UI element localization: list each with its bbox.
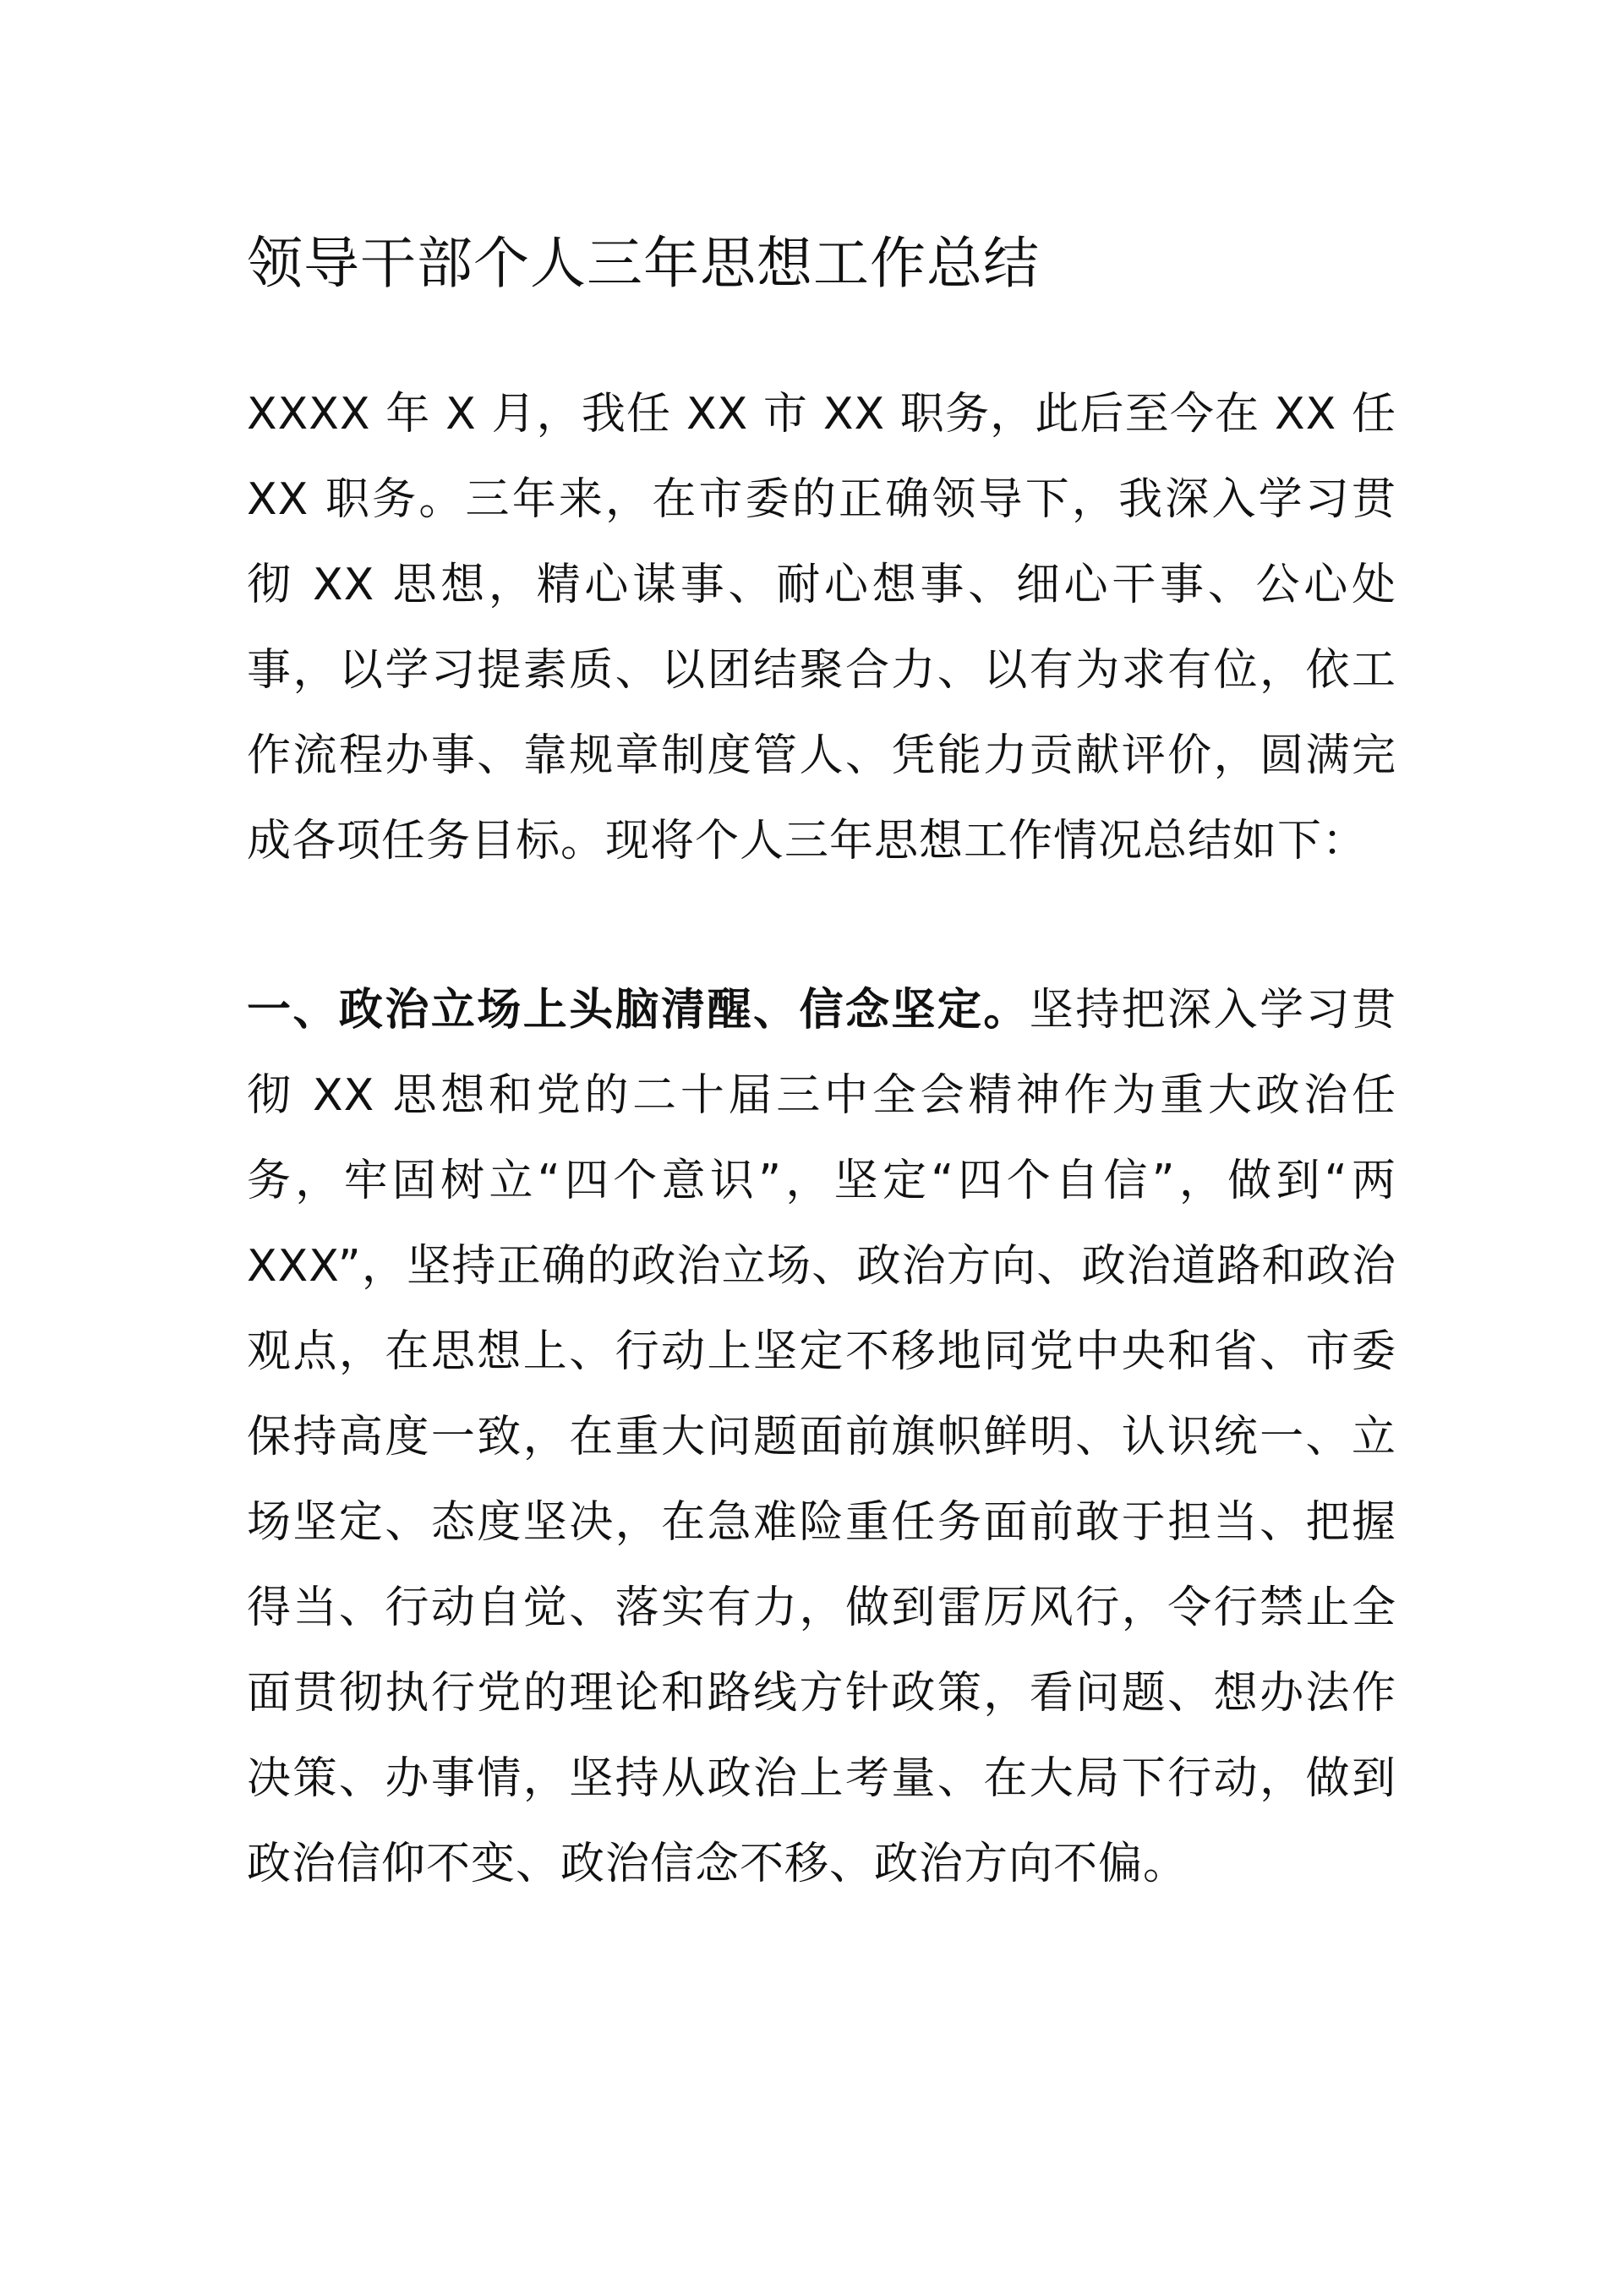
document-body <box>247 221 1396 1907</box>
section-1-paragraph <box>247 968 1396 1907</box>
section-1-heading: 一、政治立场上头脑清醒、信念坚定。 <box>247 985 1030 1036</box>
section-1-body: 坚持把深入学习贯彻 XX 思想和党的二十届三中全会精神作为重大政治任务，牢固树立“四个意识”，坚定“四个自信”，做到“两 XXX”，坚持正确的政治立场、政治方向、政治道路和政治观点，在思想上、行动上坚定不移地同党中央和省、市委保持高度一致，在重大问题面前旗帜鲜明、认识统一、立场坚定、态度坚决，在急难险重任务面前敢于担当、把握得当、行动自觉、落实有力，做到雷厉风行，令行禁止全面贯彻执行党的理论和路线方针政策，看问题、想办法作决策、办事情，坚持从政治上考量、在大局下行动，做到政治信仰不变、政治信念不移、政治方向不偏。 <box>247 985 1396 1889</box>
intro-paragraph: XXXX 年 X 月，我任 XX 市 XX 职务，此后至今在 XX 任 XX 职务。三年来，在市委的正确领导下，我深入学习贯彻 XX 思想，精心谋事、耐心想事、细心干事、公心处事，以学习提素质、以团结聚合力、以有为求有位，依工作流程办事、靠规章制度管人、凭能力贡献评价，圆满完成各项任务目标。现将个人三年思想工作情况总结如下： <box>247 389 1396 866</box>
document-title: 领导干部个人三年思想工作总结 <box>247 231 1040 296</box>
